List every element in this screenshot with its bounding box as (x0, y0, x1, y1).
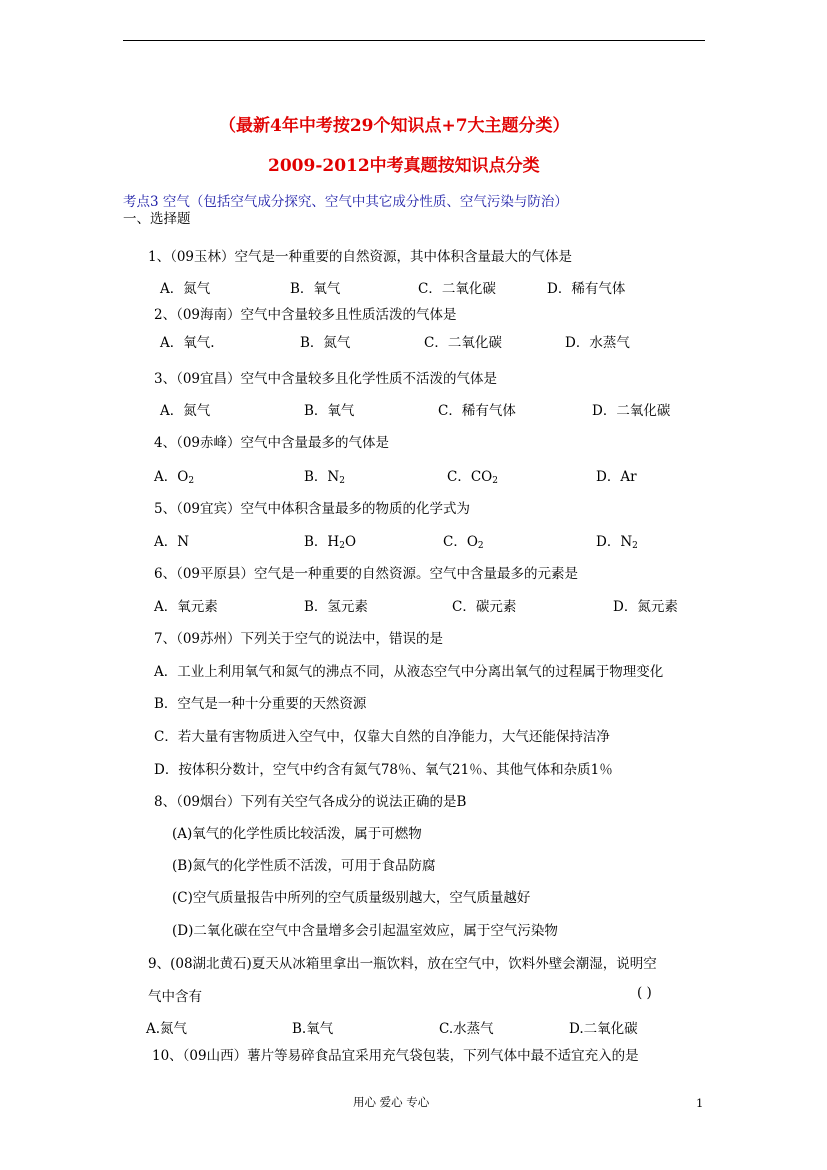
question-9-option-a: A.氮气 (146, 1021, 188, 1037)
question-7-option-d: D．按体积分数计，空气中约含有氮气78％、氧气21％、其他气体和杂质1％ (154, 762, 613, 778)
question-5-option-c: C．$O_2$ (443, 534, 484, 551)
question-5-option-b: B．$H_2O$ (304, 534, 357, 551)
question-2-stem: 2、（09海南）空气中含量较多且性质活泼的气体是 (154, 307, 457, 323)
question-6-stem: 6、（09平原县）空气是一种重要的自然资源。空气中含量最多的元素是 (154, 566, 579, 582)
question-10-stem: 10、（09山西）薯片等易碎食品宜采用充气袋包装，下列气体中最不适宜充入的是 (152, 1048, 639, 1064)
question-8-stem: 8、（09烟台）下列有关空气各成分的说法正确的是B (154, 794, 467, 810)
question-8-option-b: (B)氮气的化学性质不活泼，可用于食品防腐 (172, 858, 436, 874)
question-8-option-c: (C)空气质量报告中所列的空气质量级别越大，空气质量越好 (172, 890, 531, 906)
question-4-option-c: C．$CO_2$ (447, 469, 498, 486)
question-5-stem: 5、（09宜宾）空气中体积含量最多的物质的化学式为 (154, 501, 471, 517)
question-4-stem: 4、（09赤峰）空气中含量最多的气体是 (154, 435, 390, 451)
answer-parentheses: ( ) (637, 985, 652, 1001)
question-9-stem-line1: 9、(08湖北黄石)夏天从冰箱里拿出一瓶饮料，放在空气中，饮料外壁会潮湿，说明空 (148, 956, 657, 972)
question-5-option-a: A．N (154, 534, 190, 550)
question-5-option-d: D．$N_2$ (596, 534, 638, 551)
question-9-option-b: B.氧气 (292, 1021, 334, 1037)
question-9-option-c: C.水蒸气 (439, 1021, 494, 1037)
doc-title-2: 2009-2012中考真题按知识点分类 (268, 156, 540, 176)
footer-motto: 用心 爱心 专心 (353, 1095, 430, 1109)
topic-heading: 考点3 空气（包括空气成分探究、空气中其它成分性质、空气污染与防治） (123, 194, 568, 210)
question-9-option-d: D.二氧化碳 (569, 1021, 638, 1037)
question-1-option-a: A．氮气 (160, 281, 211, 297)
question-2-option-b: B．氮气 (300, 335, 351, 351)
question-1-option-b: B．氧气 (290, 281, 341, 297)
question-2-option-c: C．二氧化碳 (424, 335, 502, 351)
question-3-option-c: C．稀有气体 (438, 403, 516, 419)
question-9-stem-line2: 气中含有 (148, 989, 202, 1005)
question-1-stem: 1、（09玉林）空气是一种重要的自然资源，其中体积含量最大的气体是 (148, 249, 573, 265)
question-3-option-b: B．氧气 (304, 403, 355, 419)
question-2-option-a: A．氧气. (160, 335, 215, 351)
part-heading: 一、选择题 (123, 211, 191, 227)
question-4-option-a: A．$O_2$ (154, 469, 195, 486)
question-6-option-c: C．碳元素 (452, 599, 517, 615)
question-2-option-d: D．水蒸气 (565, 335, 630, 351)
question-3-option-a: A．氮气 (160, 403, 211, 419)
question-6-option-b: B．氢元素 (304, 599, 368, 615)
question-7-stem: 7、（09苏州）下列关于空气的说法中，错误的是 (154, 631, 444, 647)
question-4-option-b: B．$N_2$ (304, 469, 345, 486)
question-8-option-a: (A)氧气的化学性质比较活泼，属于可燃物 (172, 826, 422, 842)
doc-title-1: （最新4年中考按29个知识点+7大主题分类） (219, 116, 570, 136)
question-3-option-d: D．二氧化碳 (592, 403, 671, 419)
question-1-option-d: D．稀有气体 (547, 281, 626, 297)
question-3-stem: 3、（09宜昌）空气中含量较多且化学性质不活泼的气体是 (154, 371, 498, 387)
question-4-option-d: D．Ar (596, 469, 637, 485)
question-7-option-a: A．工业上利用氧气和氮气的沸点不同，从液态空气中分离出氧气的过程属于物理变化 (154, 664, 664, 680)
question-6-option-a: A．氧元素 (154, 599, 218, 615)
question-8-option-d: (D)二氧化碳在空气中含量增多会引起温室效应，属于空气污染物 (172, 923, 558, 939)
question-1-option-c: C．二氧化碳 (418, 281, 496, 297)
question-7-option-b: B．空气是一种十分重要的天然资源 (154, 696, 367, 712)
question-6-option-d: D．氮元素 (613, 599, 678, 615)
page-number: 1 (696, 1096, 704, 1110)
question-7-option-c: C．若大量有害物质进入空气中，仅靠大自然的自净能力，大气还能保持洁净 (154, 729, 610, 745)
header-rule (123, 40, 705, 41)
